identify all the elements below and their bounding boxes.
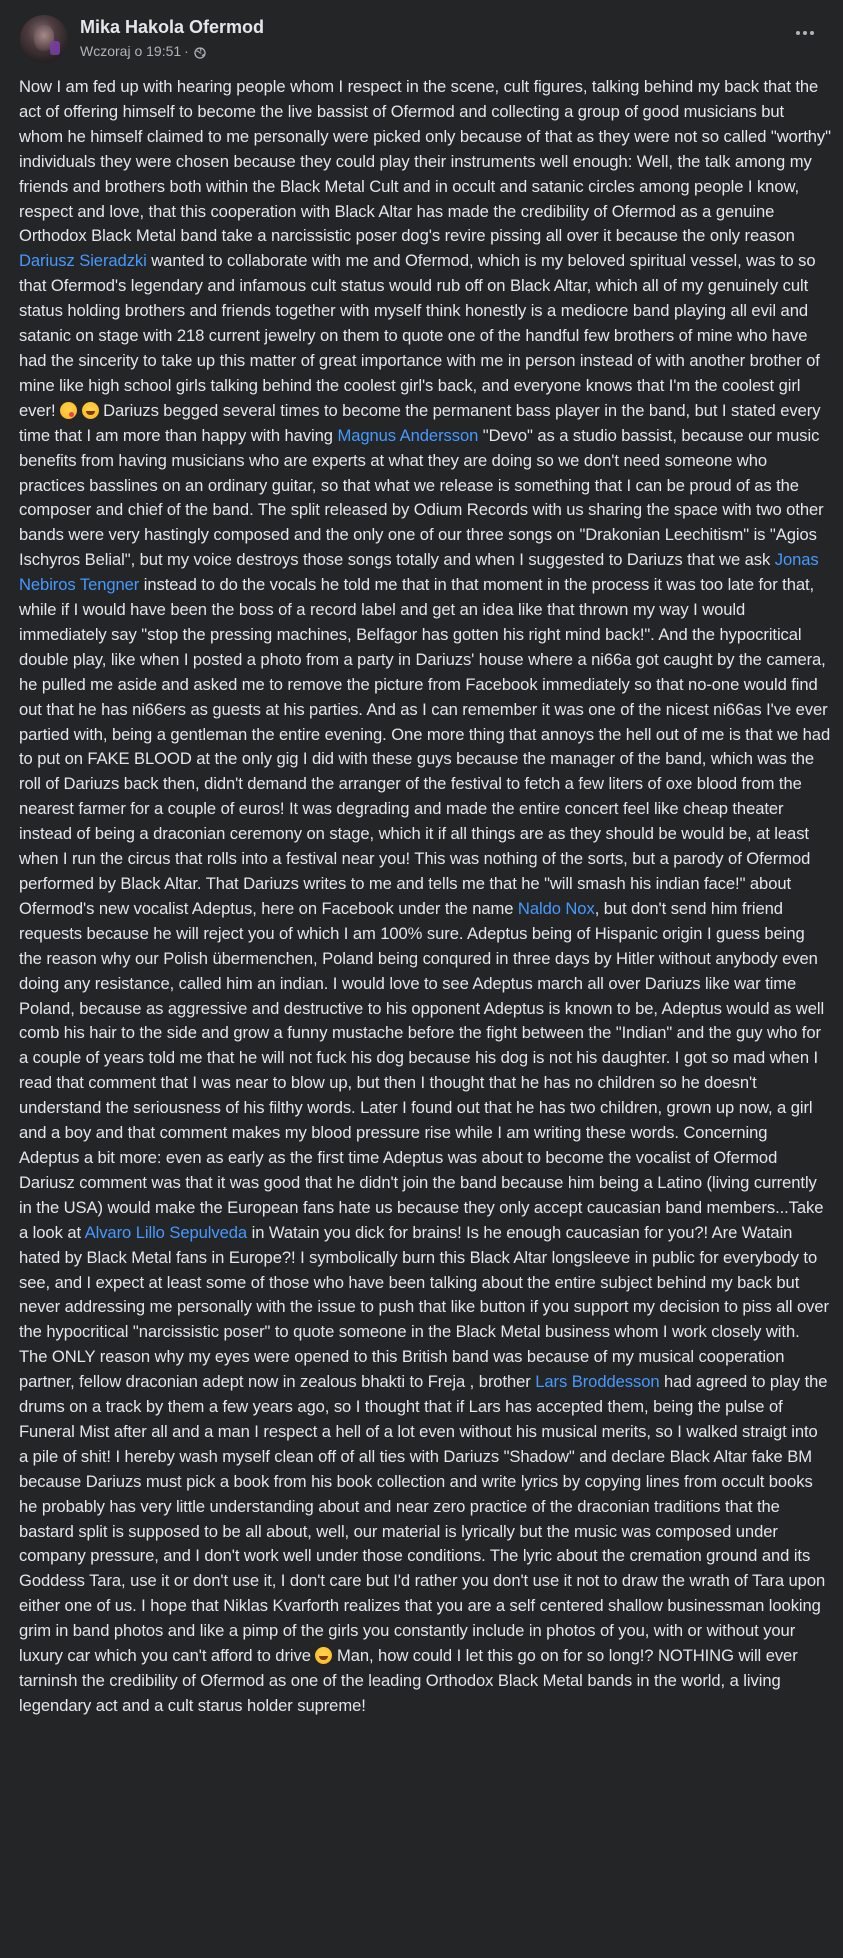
post-text: , but don't send him friend requests because he will reject you of which I am 100% sure. Adeptus being of Hispanic origin I guess being the reason why our Polish übermenchen, Poland being conqured in three days by Hitler without anybody even doing any resistance, called him an indian. I would love to see Adeptus march all over Dariuzs like war time Poland, because as aggressive and destructive to his opponent Adeptus is known to be, Adeptus would as well comb his hair to the side and grow a funny mustache before the fight between the "Indian" and the guy who for a couple of years told me that he will not fuck his dog because his dog is not his daughter. I got so mad when I read that comment that I was near to blow up, but then I thought that he has no children so he doesn't understand the seriousness of his filthy words. Later I found out that he has two children, grown up now, a girl and a boy and that comment makes my blood pressure rise while I am writing these words. Concerning Adeptus a bit more: even as early as the first time Adeptus was about to become the vocalist of Ofermod Dariusz comment was that it was good that he didn't join the band because him being a Latino (living currently in the USA) would make the European fans hate us because they only accept caucasian band members...Take a look at [19, 898, 825, 1242]
post-text: in Watain you dick for brains! Is he enough caucasian for you?! Are Watain hated by Black Metal fans in Europe?! I symbolically burn this Black Altar longsleeve in public for everybody to see, and I expect at least some of those who have been talking about the entire subject behind my back but never addressing me personally with the issue to push that like button if you support my decision to piss all over the hypocritical "narcissistic poser" to quote someone in the Black Metal business whom I work closely with. The ONLY reason why my eyes were opened to this British band was because of my musical cooperation partner, fellow draconian adept now in zealous bhakti to Freja , brother [19, 1222, 829, 1392]
mention-jonas-nebiros-tengner[interactable]: Jonas Nebiros Tengner [19, 550, 819, 595]
more-dots-icon [810, 31, 814, 35]
mention-lars-broddesson[interactable]: Lars Broddesson [535, 1372, 660, 1392]
post-header [20, 15, 823, 65]
grinning-squinting-face-emoji [82, 402, 99, 419]
avatar[interactable] [20, 15, 68, 63]
more-dots-icon [803, 31, 807, 35]
post-text: Dariuzs begged several times to become the permanent bass player in the band, but I stated every time that I am more than happy with having [19, 400, 821, 445]
more-dots-icon [796, 31, 800, 35]
globe-icon[interactable] [194, 45, 206, 57]
mention-alvaro-lillo-sepulveda[interactable]: Alvaro Lillo Sepulveda [84, 1222, 248, 1242]
meta-separator: · [184, 43, 189, 59]
post-text: wanted to collaborate with me and Ofermod, which is my beloved spiritual vessel, was to so that Ofermod's legendary and infamous cult status would rub off on Black Altar, which all of my genuinely cult status holding brothers and friends together with myself think honestly is a mediocre band playing all evil and satanic on stage with 218 current jewelry on them to quote one of the handful few brothers of mine who have had the sincerity to take up this matter of great importance with me in person instead of with another brother of mine like high school girls talking behind the coolest girl's back, and everyone knows that I'm the coolest girl ever! [19, 251, 820, 420]
post-text: Now I am fed up with hearing people whom I respect in the scene, cult figures, talking behind my back that the act of offering himself to become the live bassist of Ofermod and collecting a group of good musicians but whom he himself claimed to me personally were picked only because of that as they were not so called "worthy" individuals they were chosen because they could play their instruments well enough: Well, the talk among my friends and brothers both within the Black Metal Cult and in occult and satanic circles among people I know, respect and love, that this cooperation with Black Altar has made the credibility of Ofermod as a genuine Orthodox Black Metal band take a narcissistic poser dog's revire pissing all over it because the only reason [19, 77, 831, 246]
mention-dariusz-sieradzki[interactable]: Dariusz Sieradzki [19, 251, 147, 271]
avatar-accent [50, 41, 60, 55]
face-savoring-food-emoji [60, 402, 77, 419]
grinning-squinting-face-emoji [315, 1647, 332, 1664]
post-text: had agreed to play the drums on a track by them a few years ago, so I thought that if Lars has accepted them, being the pulse of Funeral Mist after all and a man I respect a hell of a lot even without his musical merits, so I walked straigt into a pile of shit! I hereby wash myself clean off of all ties with Dariuzs "Shadow" and declare Black Altar fake BM because Dariuzs must pick a book from his book collection and write lyrics by copying lines from occult books he probably has very little understanding about and near zero practice of the draconian traditions that the bastard split is supposed to be all about, well, our material is lyrically but the music was composed under company pressure, and I don't work well under those conditions. The lyric about the cremation ground and its Goddess Tara, use it or don't use it, I don't care but I'd rather you don't use it not to draw the wrath of Tara upon either one of us. I hope that Niklas Kvarforth realizes that you are a self centered shallow businessman looking grim in band photos and like a pimp of the girls you constantly include in photos of you, with or without your luxury car which you can't afford to drive [19, 1372, 828, 1666]
post-meta [80, 42, 206, 60]
post-body [19, 75, 831, 1719]
post-text: "Devo" as a studio bassist, because our music benefits from having musicians who are experts at what they are doing so we don't need someone who practices basslines on an ordinary guitar, so that what we release is something that I can be proud of as the composer and chief of the band. The split released by Odium Records with us sharing the space with two other bands were very hastingly composed and the only one of our three songs on "Drakonian Leechitism" is "Agios Ischyros Belial", but my voice destroys those songs totally and when I suggested to Dariuzs that we ask [19, 425, 824, 570]
mention-naldo-nox[interactable]: Naldo Nox [517, 898, 595, 918]
post-text: instead to do the vocals he told me that in that moment in the process it was too late for that, while if I would have been the boss of a record label and get an idea like that thrown my way I would immediately say "stop the pressing machines, Belfagor has gotten his right mind back!". And the hypocritical double play, like when I posted a photo from a party in Dariuzs' house where a ni66a got caught by the camera, he pulled me aside and asked me to remove the picture from Facebook immediately so that no-one would find out that he has ni66ers as guests at his parties. And as I can remember it was one of the nicest ni66as I've ever partied with, being a gentleman the entire evening. One more thing that annoys the hell out of me is that we had to put on FAKE BLOOD at the only gig I did with these guys because the manager of the band, which was the roll of Dariuzs back then, didn't demand the arranger of the festival to fetch a few liters of oxe blood from the nearest farmer for a couple of euros! It was degrading and made the entire concert feel like cheap theater instead of being a draconian ceremony on stage, which it if all things are as they should be would be, at least when I run the circus that rolls into a festival near you! This was nothing of the sorts, but a parody of Ofermod performed by Black Altar. That Dariuzs writes to me and tells me that he "will smash his indian face!" about Ofermod's new vocalist Adeptus, here on Facebook under the name [19, 575, 831, 918]
timestamp[interactable]: Wczoraj o 19:51 [80, 43, 182, 59]
more-options-button[interactable] [787, 23, 823, 43]
post-text: Man, how could I let this go on for so long!? NOTHING will ever tarninsh the credibility of Ofermod as one of the leading Orthodox Black Metal bands in the world, a living legendary act and a cult starus holder supreme! [19, 1646, 798, 1715]
mention-magnus-andersson[interactable]: Magnus Andersson [337, 425, 479, 445]
author-name[interactable]: Mika Hakola Ofermod [80, 17, 265, 37]
